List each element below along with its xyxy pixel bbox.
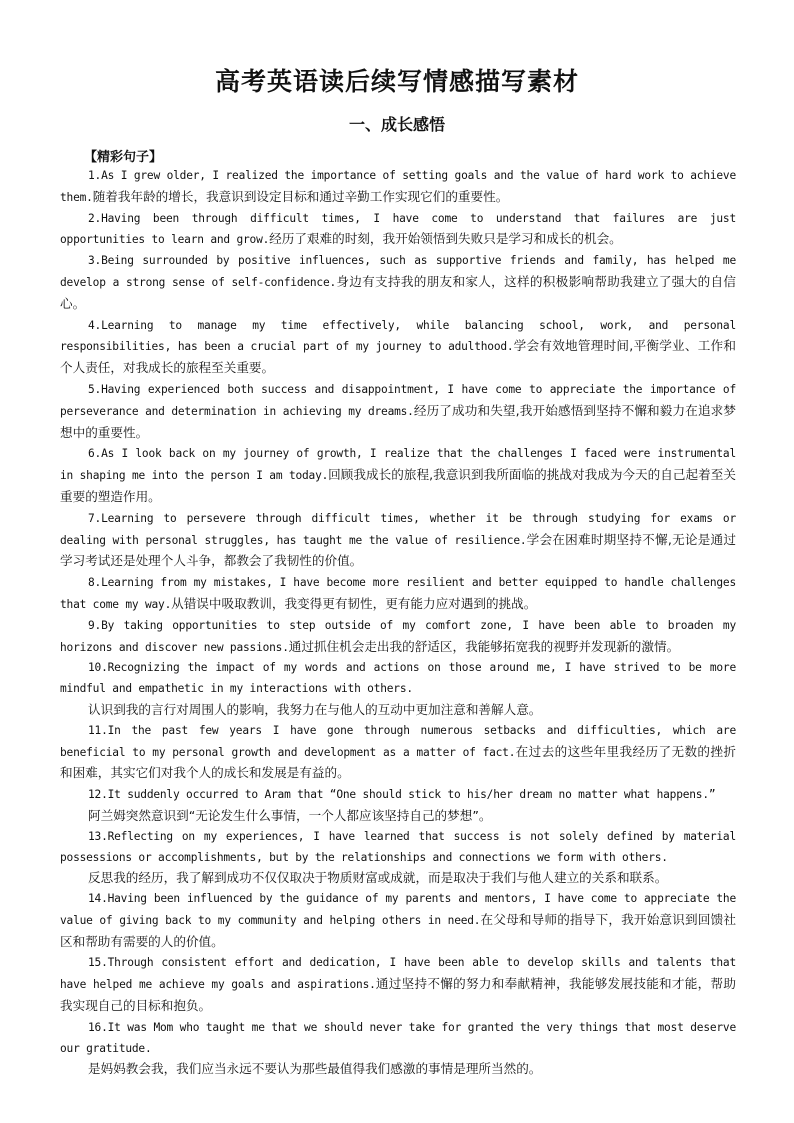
sentence-item [60,616,736,659]
sentence-item [60,166,736,209]
chinese-translation: 经历了艰难的时刻，我开始领悟到失败只是学习和成长的机会。 [269,231,622,247]
english-sentence: 8.Learning from my mistakes, I have become more resilient and better equipped to handle challenges that come my way. [60,576,736,611]
chinese-translation: 身边有支持我的朋友和家人，这样的积极影响帮助我建立了强大的自信心。 [60,273,736,311]
english-sentence: 3.Being surrounded by positive influences, such as supportive friends and family, has helped me develop a strong sense of self-confidence. [60,254,736,289]
chinese-translation: 回顾我成长的旅程,我意识到我所面临的挑战对我成为今天的自己起着至关重要的塑造作用。 [60,467,736,504]
english-sentence: 11.In the past few years I have gone through numerous setbacks and difficulties, which are beneficial to my personal growth and development as a matter of fact. [60,723,736,759]
chinese-translation: 通过抓住机会走出我的舒适区，我能够拓宽我的视野并发现新的激情。 [288,638,680,654]
sentence-item [60,380,736,444]
sentence-item [60,827,736,889]
chinese-translation: 经历了成功和失望,我开始感悟到坚持不懈和毅力在追求梦想中的重要性。 [60,402,736,440]
chinese-translation: 反思我的经历，我了解到成功不仅仅取决于物质财富或成就，而是取决于我们与他人建立的关系和联系。 [88,870,668,886]
sentence-item [60,251,736,315]
english-sentence: 7.Learning to persevere through difficult times, whether it be through studying for exams or dealing with personal struggles, has taught me the value of resilience. [60,511,736,547]
chinese-translation: 在父母和导师的指导下，我开始意识到回馈社区和帮助有需要的人的价值。 [60,911,736,949]
english-sentence: 10.Recognizing the impact of my words and actions on those around me, I have strived to be more mindful and empathetic in my interactions with others. [60,661,736,696]
chinese-translation: 学会有效地管理时间,平衡学业、工作和个人责任，对我成长的旅程至关重要。 [60,338,736,376]
english-sentence: 12.It suddenly occurred to Aram that “One should stick to his/her dream no matter what happens.” [88,788,716,802]
sentence-item [60,785,736,827]
chinese-translation: 通过坚持不懈的努力和奉献精神，我能够发展技能和才能，帮助我实现自己的目标和抱负。 [60,976,737,1014]
sentence-item [60,658,736,720]
english-sentence: 15.Through consistent effort and dedication, I have been able to develop skills and talents that have helped me achieve my goals and aspirations. [60,956,736,992]
chinese-translation: 随着我年龄的增长，我意识到设定目标和通过辛勤工作实现它们的重要性。 [92,188,509,204]
english-sentence: 13.Reflecting on my experiences, I have learned that success is not solely defined by material possessions or accomplishments, but by the relationships and connections we form with others. [60,829,736,864]
sentence-item [60,573,736,616]
english-sentence: 2.Having been through difficult times, I have come to understand that failures are just opportunities to learn and grow. [60,211,736,247]
english-sentence: 4.Learning to manage my time effectively, while balancing school, work, and personal responsibilities, has been a crucial part of my journey to adulthood. [60,318,736,354]
chinese-translation: 从错误中吸取教训，我变得更有韧性，更有能力应对遇到的挑战。 [171,595,537,611]
chinese-translation: 认识到我的言行对周围人的影响，我努力在与他人的互动中更加注意和善解人意。 [88,701,542,717]
sentence-item [60,509,736,573]
sentence-item [60,1018,736,1080]
english-sentence: 5.Having experienced both success and disappointment, I have come to appreciate the importance of perseverance and determination in achieving my dreams. [60,382,736,418]
sentence-item [60,444,736,508]
sentence-list [60,166,736,1080]
sentence-item [60,316,736,380]
sentence-item [60,953,736,1017]
english-sentence: 1.As I grew older, I realized the importance of setting goals and the value of hard work to achieve them. [60,169,736,204]
document-title: 高考英语读后续写情感描写素材 [214,67,579,96]
section-title: 一、成长感悟 [348,115,445,134]
english-sentence: 6.As I look back on my journey of growth, I realize that the challenges I faced were instrumental in shaping me into the person I am today. [60,447,736,483]
english-sentence: 14.Having been influenced by the guidance of my parents and mentors, I have come to appreciate the value of giving back to my community and helping others in need. [60,892,736,927]
chinese-translation: 阿兰姆突然意识到“无论发生什么事情，一个人都应该坚持自己的梦想”。 [88,807,492,823]
sentence-item [60,889,736,953]
chinese-translation: 是妈妈教会我，我们应当永远不要认为那些最值得我们感激的事情是理所当然的。 [88,1061,542,1077]
sentence-item [60,721,736,785]
english-sentence: 9.By taking opportunities to step outside of my comfort zone, I have been able to broaden my horizons and discover new passions. [60,618,736,654]
subheading: 【精彩句子】 [84,150,163,165]
chinese-translation: 在过去的这些年里我经历了无数的挫折和困难，其实它们对我个人的成长和发展是有益的。 [60,743,736,781]
sentence-item [60,209,736,252]
english-sentence: 16.It was Mom who taught me that we should never take for granted the very things that most deserve our gratitude. [60,1020,736,1055]
chinese-translation: 学会在困难时期坚持不懈,无论是通过学习考试还是处理个人斗争，都教会了我韧性的价值。 [60,531,736,569]
